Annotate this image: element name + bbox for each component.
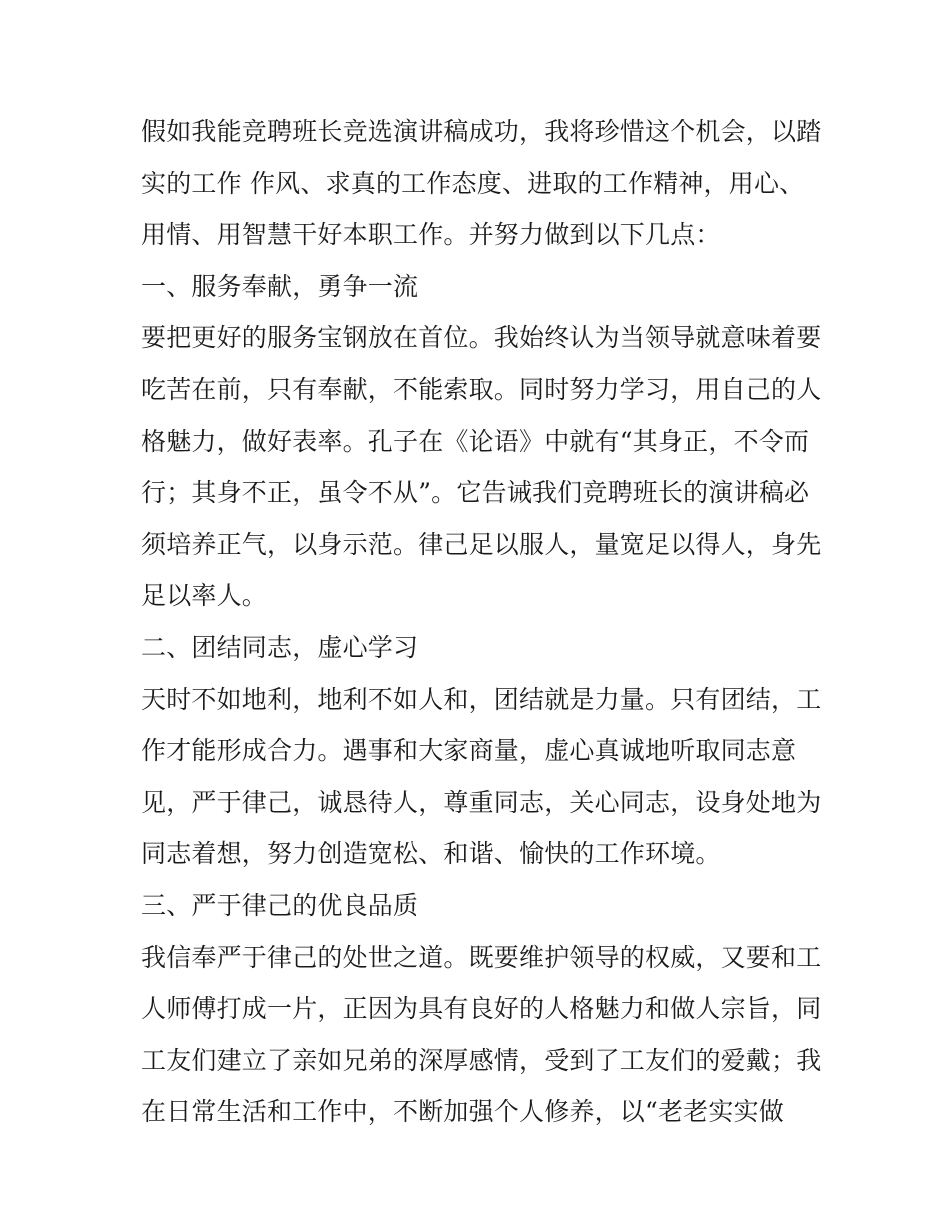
text-line: 假如我能竞聘班长竞选演讲稿成功，我将珍惜这个机会，以踏	[141, 117, 822, 146]
text-line: 同志着想，努力创造宽松、和谐、愉快的工作环境。	[141, 839, 721, 869]
document-body	[141, 106, 821, 1138]
text-line: 足以率人。	[141, 581, 268, 611]
text-line: 见，严于律己，诚恳待人，尊重同志，关心同志，设身处地为	[141, 787, 822, 817]
section-heading-3: 三、严于律己的优良品质	[141, 890, 419, 920]
text-line: 用情、用智慧干好本职工作。并努力做到以下几点：	[141, 220, 721, 250]
text-line: 在日常生活和工作中，不断加强个人修养，以“老老实实做	[141, 1097, 784, 1127]
text-line: 工友们建立了亲如兄弟的深厚感情，受到了工友们的爱戴；我	[141, 1045, 822, 1075]
text-line: 作才能形成合力。遇事和大家商量，虚心真诚地听取同志意	[141, 736, 797, 766]
text-line: 我信奉严于律己的处世之道。既要维护领导的权威，又要和工	[141, 942, 822, 972]
text-line: 天时不如地利，地利不如人和，团结就是力量。只有团结，工	[141, 684, 822, 714]
section-heading-2: 二、团结同志，虚心学习	[141, 632, 419, 662]
text-line: 人师傅打成一片，正因为具有良好的人格魅力和做人宗旨，同	[141, 994, 822, 1024]
section-heading-1: 一、服务奉献，勇争一流	[141, 271, 419, 301]
text-line: 须培养正气，以身示范。律己足以服人，量宽足以得人，身先	[141, 529, 822, 559]
text-line: 要把更好的服务宝钢放在首位。我始终认为当领导就意味着要	[141, 323, 822, 353]
text-line: 行；其身不正，虽令不从”。它告诫我们竞聘班长的演讲稿必	[141, 478, 810, 508]
text-line: 格魅力，做好表率。孔子在《论语》中就有“其身正，不令而	[141, 426, 810, 456]
text-line: 实的工作 作风、求真的工作态度、进取的工作精神，用心、	[141, 168, 805, 198]
text-line: 吃苦在前，只有奉献，不能索取。同时努力学习，用自己的人	[141, 374, 822, 404]
